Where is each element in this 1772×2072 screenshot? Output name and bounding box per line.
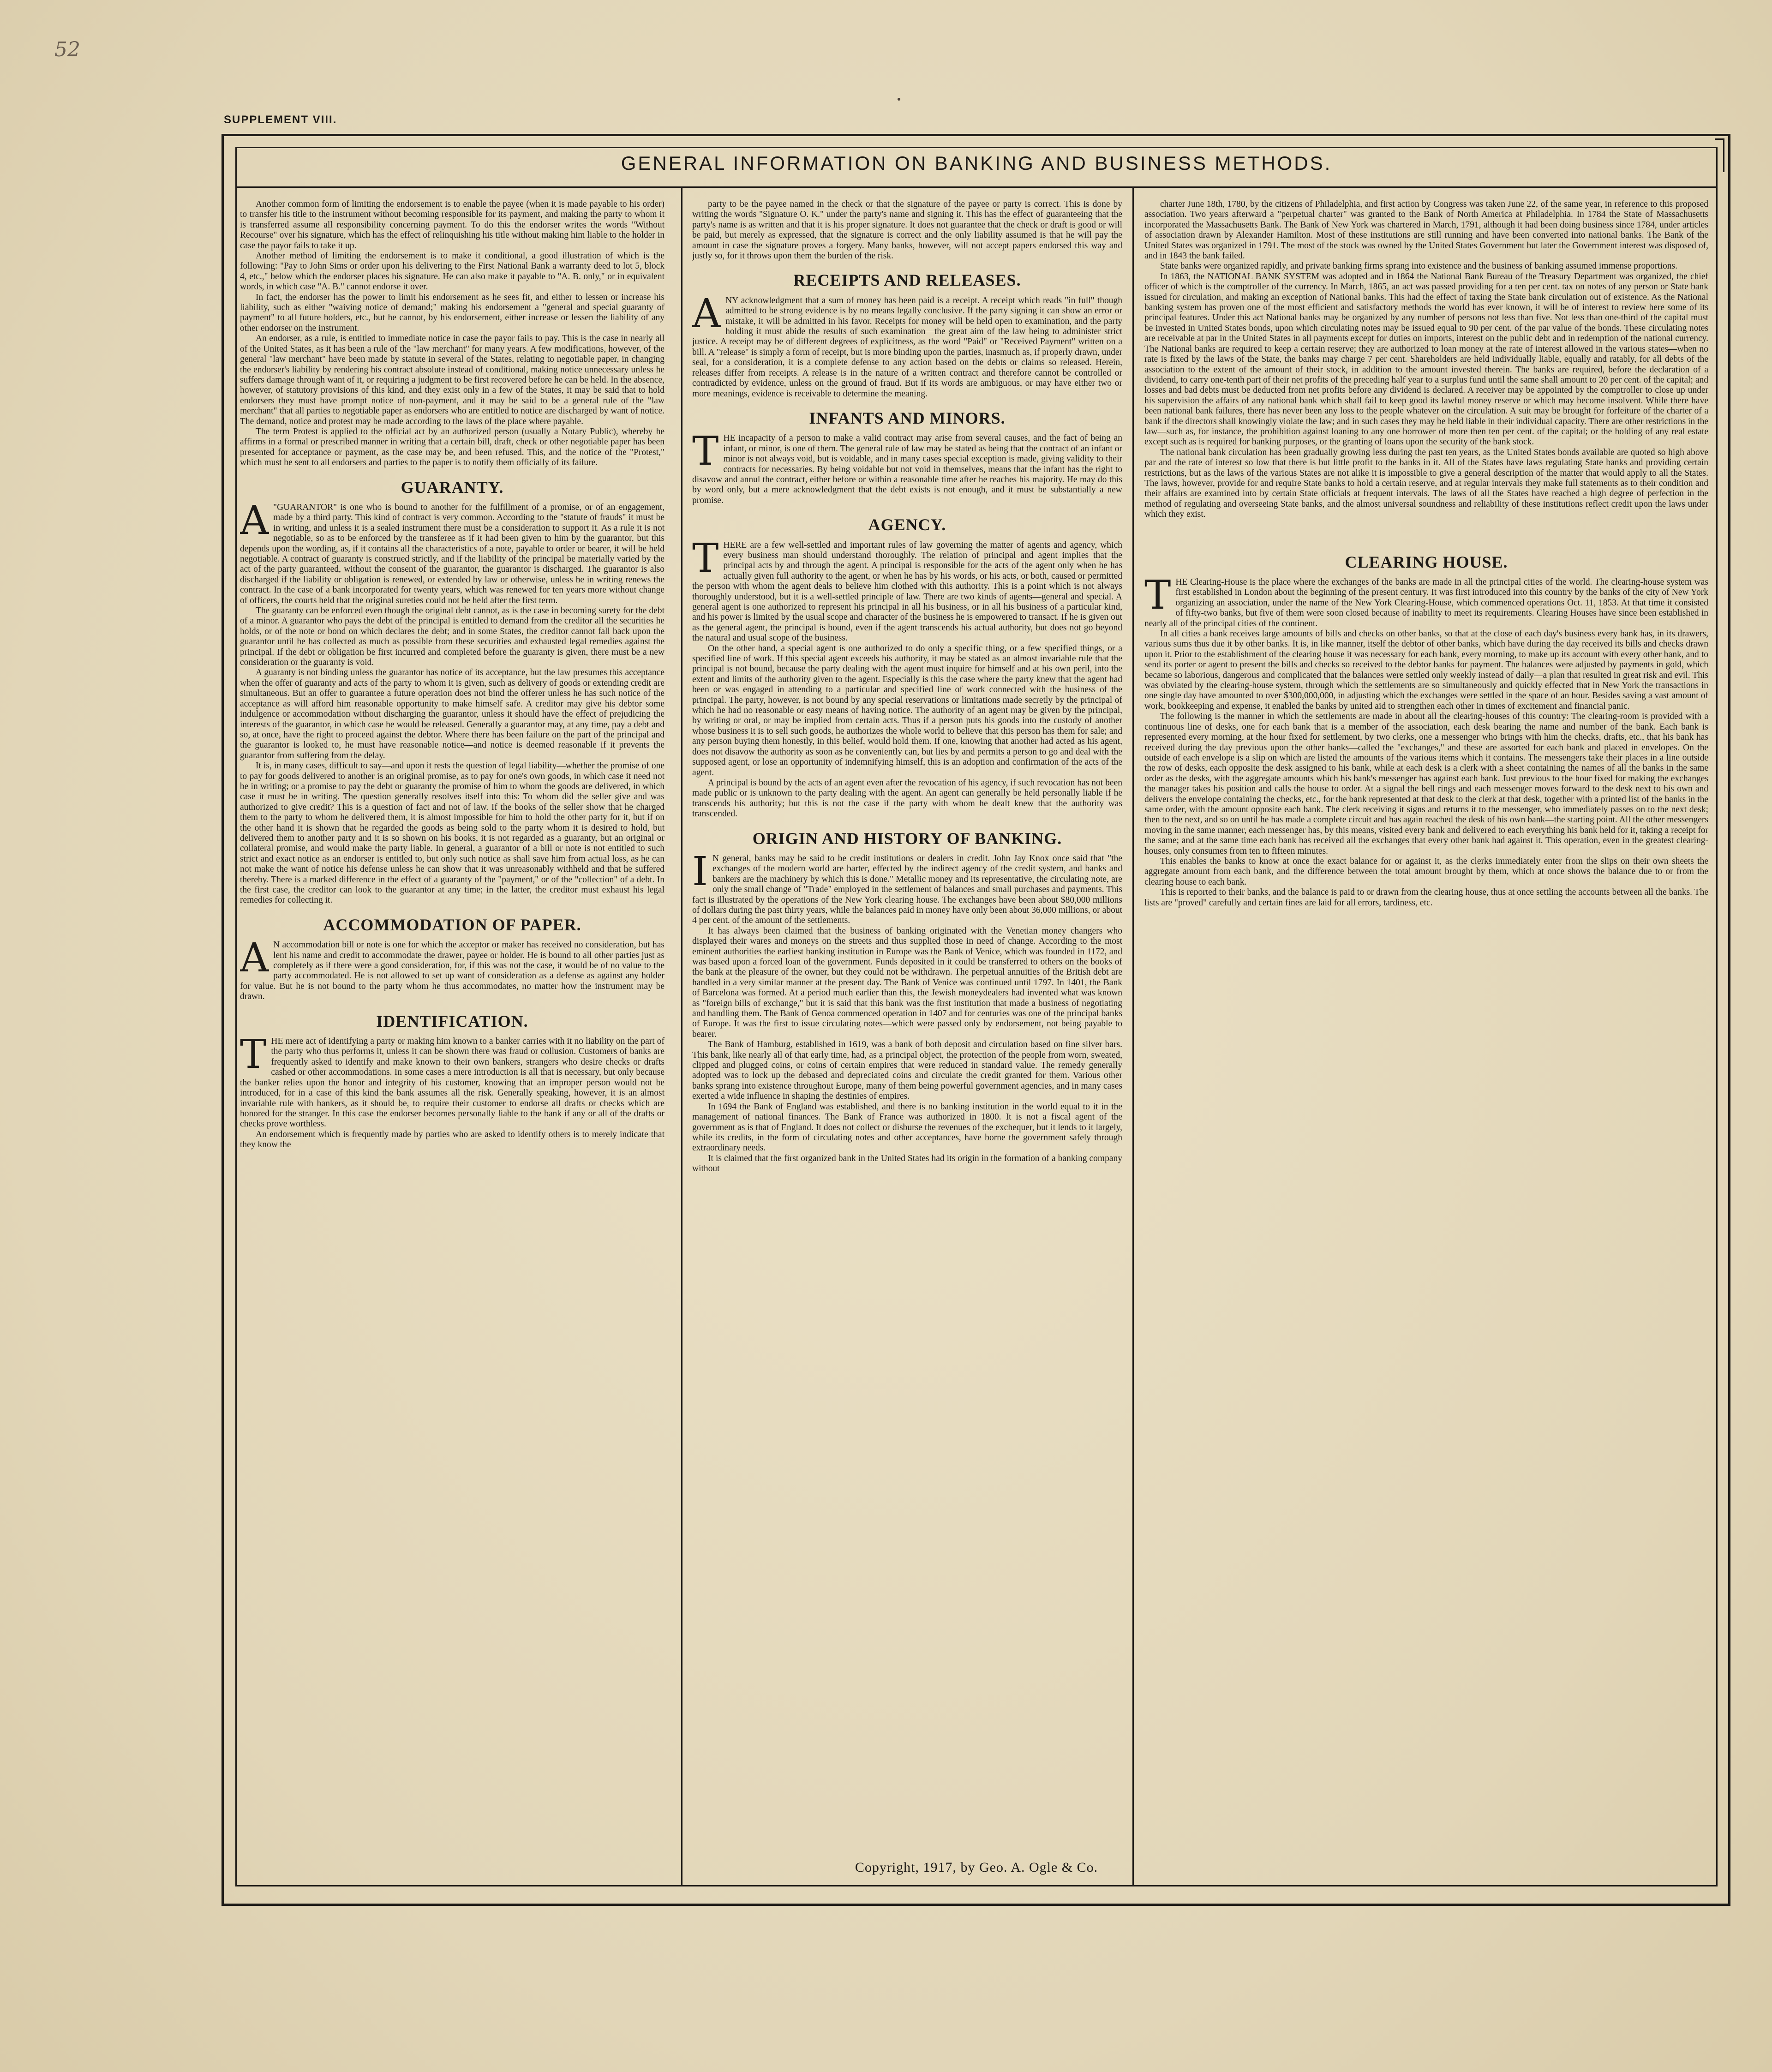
- paragraph: charter June 18th, 1780, by the citizens of Philadelphia, and first action by Congress was taken June 22, of the same year, in reference to this proposed association. Two years afterward a "perpetual charter" was granted to the Bank of North America at Philadelphia. In 1784 the State of Massachusetts incorporated the Massachusetts Bank. The Bank of New York was chartered in March, 1791, although it had been doing business since 1784, under articles of association drawn by Alexander Hamilton. Most of these institutions are still running and have been converted into national banks. The Bank of the United States was organized in 1791. The most of the stock was owned by the United States Government but later the Government interest was disposed of, and in 1843 the bank failed.: [1144, 199, 1708, 261]
- title-divider: [235, 186, 1718, 188]
- paragraph-text: NY acknowledgment that a sum of money has been paid is a receipt. A receipt which reads "in full" though admitted to be strong evidence is by no means legally conclusive. If the party signing it can show an error or mistake, it will be admitted in his favor. Receipts for money will be held open to examination, and the party holding it must abide the results of such examination—the great aim of the law being to administer strict justice. A receipt may be of different degrees of explicitness, as the word "Paid" or "Received Payment" written on a bill. A "release" is simply a form of receipt, but is more binding upon the parties, inasmuch as, if properly drawn, under seal, for a consideration, it is a complete defense to any action based on the debts or claims so released. Herein, releases differ from receipts. A release is in the nature of a written contract and therefore cannot be controlled or contradicted by evidence, unless on the ground of fraud. But if its words are ambiguous, or may have either two or more meanings, evidence is receivable to determine the meaning.: [692, 295, 1122, 399]
- section-heading-agency: AGENCY.: [868, 515, 946, 534]
- paragraph: In 1863, the NATIONAL BANK SYSTEM was adopted and in 1864 the National Bank Bureau of the Treasury Department was organized, the chief officer of which is the comptroller of the currency. In March, 1865, an act was passed providing for a ten per cent. tax on notes of any person or State bank issued for circulation, and making an exception of National banks. This had the effect of taxing the State bank circulation out of existence. As the National banking system has proven one of the most efficient and satisfactory methods the world has ever known, it will be of interest to review here some of its principal features. Under this act National banks may be organized by any number of persons not less than five. Not less than one-third of the capital must be invested in United States bonds, upon which circulating notes may be issued equal to 90 per cent. of the par value of the bonds. These circulating notes are receivable at par in the United States in all payments except for duties on imports, interest on the public debt and in redemption of the national currency. The National banks are required to keep a certain reserve; they are authorized to loan money at the rate of interest allowed in the various states—when no rate is fixed by the laws of the State, the banks may charge 7 per cent. Shareholders are held individually liable, equally and ratably, for all debts of the association to the extent of the amount of their stock, in addition to the amount invested therein. The banks are required, before the declaration of a dividend, to carry one-tenth part of their net profits of the preceding half year to a surplus fund until the same shall amount to 20 per cent. of the capital; and losses and bad debts must be deducted from net profits before any dividend is declared. A receiver may be appointed by the comptroller to close up under his supervision the affairs of any national bank which shall fail to keep good its lawful money reserve or which may become insolvent. While there have been national bank failures, there has never been any loss to the people whatever on the circulation. A suit may be brought for forfeiture of the charter of a bank if the directors shall knowingly violate the law; and in such cases they may be held liable in their individual capacity. There are other restrictions in the law—such as, for instance, the prohibition against loaning to any one borrower of more then ten per cent. of the capital; or the holding of any real estate except such as is required for banking purposes, or the granting of loans upon the security of the bank stock.: [1144, 271, 1708, 447]
- paragraph: The guaranty can be enforced even though the original debt cannot, as is the case in becoming surety for the debt of a minor. A guarantor who pays the debt of the principal is entitled to demand from the creditor all the securities he holds, or of the note or bond on which declares the debt; and in some States, the creditor cannot fall back upon the guarantor until he has collected as much as possible from these securities and exhausted legal remedies against the principal. If the debt or obligation be first incurred and completed before the guaranty is given, there must be a new consideration or the guaranty is void.: [240, 606, 664, 668]
- copyright-line: Copyright, 1917, by Geo. A. Ogle & Co.: [855, 1860, 1098, 1875]
- paragraph-text: N accommodation bill or note is one for which the acceptor or maker has received no consideration, but has lent his name and credit to accommodate the drawer, payee or holder. He is bound to all other parties just as completely as if there were a good consideration, for, if this was not the case, it would be of no value to the party accommodated. He is not allowed to set up want of consideration as a defense as against any holder for value. But he is not bound to the party whom he thus accommodates, no matter how the instrument may be drawn.: [240, 940, 664, 1002]
- paragraph: [692, 428, 1122, 506]
- paragraph: In fact, the endorser has the power to limit his endorsement as he sees fit, and either to lessen or increase his liability, such as either "waiving notice of demand;" making his endorsement a "general and special guaranty of payment" to all future holders, etc., but he cannot, by his endorsement, either increase or lessen the liability of any other endorser on the instrument.: [240, 292, 664, 333]
- paragraph: State banks were organized rapidly, and private banking firms sprang into existence and the business of banking assumed immense proportions.: [1160, 261, 1677, 271]
- paragraph: On the other hand, a special agent is one authorized to do only a specific thing, or a few specified things, or a specified line of work. If this special agent exceeds his authority, it may be stated as an almost invariable rule that the principal is not bound, because the party dealing with the agent must inquire for himself and at his own peril, into the extent and limits of the authority given to the agent. Especially is this the case where the party knew that the agent had been or was engaged in attending to a particular and specified line of work connected with the business of the principal. The party, however, is not bound by any special reservations or limitations made secretly by the principal of which he had no reasonable or easy means of having notice. The authority of an agent may be given by the principal, by writing or oral, or may be implied from certain acts. Thus if a person puts his goods into the custody of another whose business it is to sell such goods, he authorizes the whole world to believe that this person has them for sale; and any person buying them honestly, in this belief, would hold them. If one, knowing that another had acted as his agent, does not disavow the authority as soon as he conveniently can, but lies by and permits a person to go and deal with the supposed agent, or lose an opportunity of indemnifying himself, this is an adoption and confirmation of the acts of the agent.: [692, 643, 1122, 778]
- paragraph: The national bank circulation has been gradually growing less during the past ten years, as the United States bonds available are quoted so high above par and the rate of interest so low that there is but little profit to the banks in it. All of the States have laws regulating State banks and providing certain restrictions, but as the laws of the various States are not alike it is impossible to give a general description of the matter that would apply to all the States. The laws, however, provide for and require State banks to hold a certain reserve, and at regular intervals they make full statements as to their condition and their affairs are examined into by certain State officials at frequent intervals. The laws of all the States have reached a high degree of perfection in the method of regulating and overseeing State banks, and the almost universal soundness and reliability of these institutions reflect credit upon the laws under which they exist.: [1144, 447, 1708, 520]
- column-2: [692, 199, 1122, 1874]
- drop-cap: T: [692, 428, 719, 475]
- paragraph-text: HE mere act of identifying a party or making him known to a banker carries with it no liability on the part of the party who thus performs it, unless it can be shown there was fraud or collusion. Customers of banks are frequently asked to identify and make known to their own bankers, strangers who desire checks or drafts cashed or other accommodations. In some cases a mere introduction is all that is necessary, but only because the banker relies upon the honor and integrity of his customer, knowing that an improper person would not be introduced, for in a case of this kind the bank assumes all the risk. Generally speaking, however, it is an almost invariable rule with bankers, as it should be, to require their customer to endorse all drafts or checks which are honored for the stranger. In this case the endorser becomes personally liable to the bank if any or all of the drafts or checks prove worthless.: [240, 1036, 664, 1129]
- paragraph: It has always been claimed that the business of banking originated with the Venetian money changers who displayed their wares and moneys on the streets and thus supplied those in need of change. According to the most eminent authorities the earliest banking institution in Europe was the Bank of Venice, which was founded in 1172, and was based upon a forced loan of the government. Funds deposited in it could be transferred to others on the books of the bank at the pleasure of the owner, but they could not be withdrawn. The perpetual annuities of the British debt are handled in a very similar manner at the present day. The Bank of Venice was continued until 1797. In 1401, the Bank of Barcelona was formed. At a period much earlier than this, the Jewish moneydealers had invented what was known as "foreign bills of exchange," but it is said that this bank was the first institution that made a business of negotiating and handling them. The Bank of Genoa commenced operation in 1407 and for centuries was one of the principal banks of Europe. It was the first to issue circulating notes—which were passed only by endorsement, not being payable to bearer.: [692, 926, 1122, 1039]
- paragraph-text: HE incapacity of a person to make a valid contract may arise from several causes, and the fact of being an infant, or minor, is one of them. The general rule of law may be stated as being that the contract of an infant or minor is not always void, but is voidable, and in many cases special exception is made, giving validity to their contracts for necessaries. By being voidable but not void in themselves, means that the infant has the right to disavow and annul the contract, either before or within a reasonable time after he reaches his majority. He may do this by word only, but a mere acknowledgment that the debt exists is not enough, and it must be substantially a new promise.: [692, 433, 1122, 505]
- paragraph-text: "GUARANTOR" is one who is bound to another for the fulfillment of a promise, or of an engagement, made by a third party. This kind of contract is very common. According to the "statute of frauds" it must be in writing, and unless it is a sealed instrument there must be a consideration to support it. As a rule it is not negotiable, so as to be enforced by the transferee as if it had been given to him by the guarantor, but this depends upon the wording, as, if it contains all the characteristics of a note, payable to order or bearer, it will be held negotiable. A contract of guaranty is construed strictly, and if the liability of the principal be materially varied by the act of the party guaranteed, without the consent of the guarantor, the guarantor is discharged. The guarantor is also discharged if the liability or obligation is renewed, or extended by law or otherwise, unless he in writing renews the contract. In the case of a bank incorporated for twenty years, which was renewed for ten years more without change of officers, the courts held that the original sureties could not be held after the first term.: [240, 502, 664, 605]
- section-heading-identification: IDENTIFICATION.: [376, 1012, 528, 1030]
- paragraph: The Bank of Hamburg, established in 1619, was a bank of both deposit and circulation based on fine silver bars. This bank, like nearly all of that early time, had, as a principal object, the protection of the people from worn, sweated, clipped and plugged coins, or coins of certain empires that were reduced in standard value. The remedy generally adopted was to lock up the debased and depreciated coins and circulate the credit granted for them. Various other banks sprang into existence throughout Europe, many of them being powerful government agencies, and in many cases exerted a wide influence in shaping the destinies of empires.: [692, 1040, 1122, 1102]
- paragraph: It is claimed that the first organized bank in the United States had its origin in the formation of a banking company without: [692, 1153, 1122, 1174]
- paragraph: The term Protest is applied to the official act by an authorized person (usually a Notary Public), whereby he affirms in a formal or prescribed manner in writing that a certain bill, draft, check or other negotiable paper has been presented for acceptance or payment, as the case may be, and been refused. This, and the notice of the "Protest," which must be sent to all endorsers and parties to the paper is to notify them officially of its failure.: [240, 426, 664, 468]
- drop-cap: T: [1144, 572, 1171, 618]
- section-heading-infants: INFANTS AND MINORS.: [809, 408, 1006, 427]
- drop-cap: T: [240, 1031, 267, 1078]
- paragraph: [692, 848, 1122, 926]
- handwritten-page-number: 52: [54, 38, 80, 61]
- paragraph: An endorsement which is frequently made by parties who are asked to identify others is to merely indicate that they know the: [240, 1129, 664, 1150]
- column-divider-1: [681, 186, 682, 1886]
- binding-hole-mark: [898, 98, 900, 101]
- paragraph: This enables the banks to know at once the exact balance for or against it, as the clerks immediately enter from the slips on their own sheets the aggregate amount from each bank, and the difference between the total amount brought by them, which at once shows the balance due to or from the clearing house to each bank.: [1144, 856, 1708, 887]
- column-divider-2: [1132, 186, 1134, 1886]
- drop-cap: A: [240, 497, 269, 544]
- paragraph: An endorser, as a rule, is entitled to immediate notice in case the payor fails to pay. This is the case in nearly all of the United States, as it has been a rule of the "law merchant" for many years. A few modifications, however, of the general "law merchant" have been made by statute in several of the States, relating to negotiable paper, in changing the endorser's liability by rendering his contract absolute instead of conditional, making notice unnecessary unless he suffers damage through want of it, or requiring a judgment to be first recovered before he can be held. In the absence, however, of statutory provisions of this kind, and they exist only in a few of the States, it may be said that to hold endorsers they must have prompt notice of non-payment, and it may be said to be a general rule of the "law merchant" that all parties to negotiable paper as endorsers who are entitled to notice are discharged by want of notice. The demand, notice and protest may be made according to the laws of the place where payable.: [240, 334, 664, 426]
- drop-cap: I: [692, 848, 708, 895]
- paragraph: In 1694 the Bank of England was established, and there is no banking institution in the world equal to it in the management of national finances. The Bank of France was authorized in 1800. It is not a fiscal agent of the government as is that of England. It does not collect or disburse the revenues of the exchequer, but it lends to it largely, while its credits, in the form of circulating notes and other acceptances, have borne the government safely through extraordinary needs.: [692, 1102, 1122, 1153]
- paragraph: party to be the payee named in the check or that the signature of the payee or party is correct. This is done by writing the words "Signature O. K." under the party's name and signing it. This has the effect of guaranteeing that the party's name is as written and that it is his proper signature. It does not guarantee that the check or draft is good or will be paid, but merely as expressed, that the signature is correct and the only liability assumed is that he will pay the amount in case the signature proves a forgery. Many banks, however, will not accept papers endorsed this way and justly so, for it throws upon them the burden of the risk.: [692, 199, 1122, 261]
- drop-cap: A: [692, 290, 721, 337]
- paragraph: A principal is bound by the acts of an agent even after the revocation of his agency, if such revocation has not been made public or is unknown to the party dealing with the agent. An agent can generally be held personally liable if he transcends his authority; but this is not the case if the party with whom he dealt knew that the authority was transcended.: [692, 778, 1122, 819]
- section-heading-receipts: RECEIPTS AND RELEASES.: [793, 271, 1021, 290]
- paragraph: Another method of limiting the endorsement is to make it conditional, a good illustration of which is the following: "Pay to John Sims or order upon his delivering to the First National Bank a warranty deed to lot 5, block 4, etc.," below which the endorser places his signature. He can also make it payable to "A. B. only," or in equivalent words, in which case "A. B." cannot endorse it over.: [240, 251, 664, 292]
- paragraph-text: N general, banks may be said to be credit institutions or dealers in credit. John Jay Knox once said that "the exchanges of the modern world are barter, effected by the indirect agency of the credit system, and banks and bankers are the machinery by which this is done." Metallic money and its representative, the circulating note, are only the small change of "Trade" employed in the settlement of balances and small purchases and payments. This fact is illustrated by the operations of the New York clearing house. The exchanges have been about $80,000 millions of dollars during the past thirty years, while the balances paid in money have only been about 36,000 millions, or about 4 per cent. of the amount of the settlements.: [692, 853, 1122, 926]
- column-3: [1144, 199, 1708, 1874]
- column-1: [240, 199, 664, 1874]
- paragraph: Another common form of limiting the endorsement is to enable the payee (when it is made payable to his order) to transfer his title to the instrument without becoming responsible for its payment, and making the party to whom it is transferred assume all responsibility concerning payment. To do this the endorser writes the words "Without Recourse" over his signature, which has the effect of relinquishing his title without making him liable to the holder in case the payor fails to take it up.: [240, 199, 664, 251]
- section-heading-accommodation: ACCOMMODATION OF PAPER.: [323, 915, 581, 934]
- section-heading-guaranty: GUARANTY.: [401, 478, 504, 497]
- paragraph: [240, 935, 664, 1002]
- drop-cap: T: [692, 535, 719, 581]
- drop-cap: A: [240, 935, 269, 982]
- paragraph: [692, 535, 1122, 644]
- section-heading-origin: ORIGIN AND HISTORY OF BANKING.: [752, 829, 1062, 848]
- paragraph: It is, in many cases, difficult to say—and upon it rests the question of legal liability—whether the promise of one to pay for goods delivered to another is an original promise, as to pay for one's own goods, in which case it need not be in writing; or a promise to pay the debt or guaranty the promise of him to whom the goods are delivered, in which case it must be in writing. The question generally resolves itself into this: To whom did the seller give and was authorized to give credit? This is a question of fact and not of law. If the books of the seller show that he charged them to the party to whom he delivered them, it is almost impossible for him to hold the other party for it, but if on the other hand it is shown that he regarded the goods as being sold to the party whom it is desired to hold, but delivered them to another party and it is so shown on his books, it is not regarded as a guaranty, but an original or collateral promise, and would make the party liable. In general, a guarantor of a bill or note is not entitled to such strict and exact notice as an endorser is entitled to, but only such notice as shall save him from actual loss, as he can not make the want of notice his defense unless he can show that it was unreasonably withheld and that he suffered thereby. There is a marked difference in the effect of a guaranty of the "payment," or of the "collection" of a debt. In the first case, the creditor can look to the guarantor at any time; in the latter, the creditor must exhaust his legal remedies for collecting it.: [240, 761, 664, 905]
- paragraph: This is reported to their banks, and the balance is paid to or drawn from the clearing house, thus at once settling the accounts between all the banks. The lists are "proved" carefully and certain fines are laid for all errors, tardiness, etc.: [1144, 887, 1708, 908]
- paragraph-text: HERE are a few well-settled and important rules of law governing the matter of agents and agency, which every business man should understand thoroughly. The relation of principal and agent implies that the principal acts by and through the agent. A principal is responsible for the acts of the agent only when he has actually given full authority to the agent, or when he has by his words, or his acts, or both, caused or permitted the person with whom the agent deals to believe him clothed with this authority. This is a point which is not always thoroughly understood, but it is a well-settled principle of law. There are two kinds of agents—general and special. A general agent is one authorized to represent his principal in all his business, or in all his business of a particular kind, and his power is limited by the usual scope and character of the business he is empowered to transact. If he is given out as the general agent, the principal is bound, even if the agent transcends his actual authority, but does not go beyond the natural and usual scope of the business.: [692, 540, 1122, 643]
- page-title: GENERAL INFORMATION ON BANKING AND BUSINESS METHODS.: [621, 152, 1332, 174]
- supplement-label: SUPPLEMENT VIII.: [224, 114, 337, 126]
- paragraph: [240, 1031, 664, 1130]
- paragraph: In all cities a bank receives large amounts of bills and checks on other banks, so that at the close of each day's business every bank has, in its drawers, various sums thus due it by other banks. It is, in like manner, itself the debtor of other banks, which have during the day received its bills and checks drawn upon it. Prior to the establishment of the clearing house it was necessary for each bank, every morning, to make up its account with every other bank, and to send its porter or agent to present the bills and checks so received to the debtor banks for payment. The balances were adjusted by payments in gold, which became so laborious, dangerous and complicated that the balances were settled only weekly instead of daily—a plan that resulted in great risk and evil. This was obviated by the clearing-house system, through which the settlements are so simultaneously and quickly effected that in New York the transactions in one single day have amounted to over $300,000,000, in adjusting which the exchanges were settled in the space of an hour. Besides saving a vast amount of work, bookkeeping and expense, it enabled the banks by united aid to strengthen each other in times of excitement and financial panic.: [1144, 629, 1708, 711]
- paragraph: [240, 497, 664, 606]
- paragraph: [1144, 572, 1708, 629]
- paragraph: [692, 290, 1122, 399]
- section-heading-clearing-house: CLEARING HOUSE.: [1345, 552, 1508, 571]
- paragraph-text: HE Clearing-House is the place where the exchanges of the banks are made in all the principal cities of the world. The clearing-house system was first established in London about the beginning of the present century. It was first introduced into this country by the banks of the city of New York organizing an association, under the name of the New York Clearing-House, which commenced operations Oct. 11, 1853. At that time it consisted of fifty-two banks, but five of them were soon closed because of inability to meet its requirements. Clearing Houses have since been established in nearly all of the principal cities of the continent.: [1144, 577, 1708, 629]
- paragraph: A guaranty is not binding unless the guarantor has notice of its acceptance, but the law presumes this acceptance when the offer of guaranty and acts of the party to whom it is given, such as delivery of goods or extending credit are simultaneous. But an offer to guarantee a future operation does not bind the offerer unless he has such notice of the acceptance as will afford him reasonable opportunity to make himself safe. A creditor may give his debtor some indulgence or accommodation without discharging the guarantor, unless it should have the effect of prejudicing the interests of the guarantor, in which case he would be released. Generally a guarantor may, at any time, pay a debt and so, at once, have the right to proceed against the debtor. Where there has been failure on the part of the principal and the guarantor is looked to, he must have reasonable notice—and notice is deemed reasonable if it prevents the guarantor from suffering from the delay.: [240, 668, 664, 761]
- paragraph: The following is the manner in which the settlements are made in about all the clearing-houses of this country: The clearing-room is provided with a continuous line of desks, one for each bank that is a member of the association, each desk bearing the name and number of the bank. Each bank is represented every morning, at the hour fixed for settlement, by two clerks, one a messenger who brings with him the checks, drafts, etc., that his bank has received during the day previous upon the other banks—called the "exchanges," and these are assorted for each bank and placed in envelopes. On the outside of each envelope is a slip on which are listed the amounts of the various items which it contains. The messengers take their places in a line outside the row of desks, each opposite the desk assigned to his bank, while at each desk is a clerk with a sheet containing the names of all the banks in the same order as the desks, with the aggregate amounts which his bank's messenger has against each bank. Just previous to the hour fixed for making the exchanges the manager takes his position and calls the house to order. At a signal the bell rings and each messenger moves forward to the desk next to his own and delivers the envelope containing the checks, etc., for the bank represented at that desk to the clerk at that desk, together with a printed list of the banks in the same order, with the amount opposite each bank. The clerk receiving it signs and returns it to the messenger, who immediately passes on to the next desk; then to the next, and so on until he has made a complete circuit and has again reached the desk of his own bank—the starting point. All the other messengers moving in the same manner, each messenger has, by this means, visited every bank and delivered to each everything his bank held for it, taking a receipt for the same; and at the same time each bank has received all the exchanges that every other bank had against it. This operation, even in the greatest clearing-houses, only consumes from ten to fifteen minutes.: [1144, 712, 1708, 856]
